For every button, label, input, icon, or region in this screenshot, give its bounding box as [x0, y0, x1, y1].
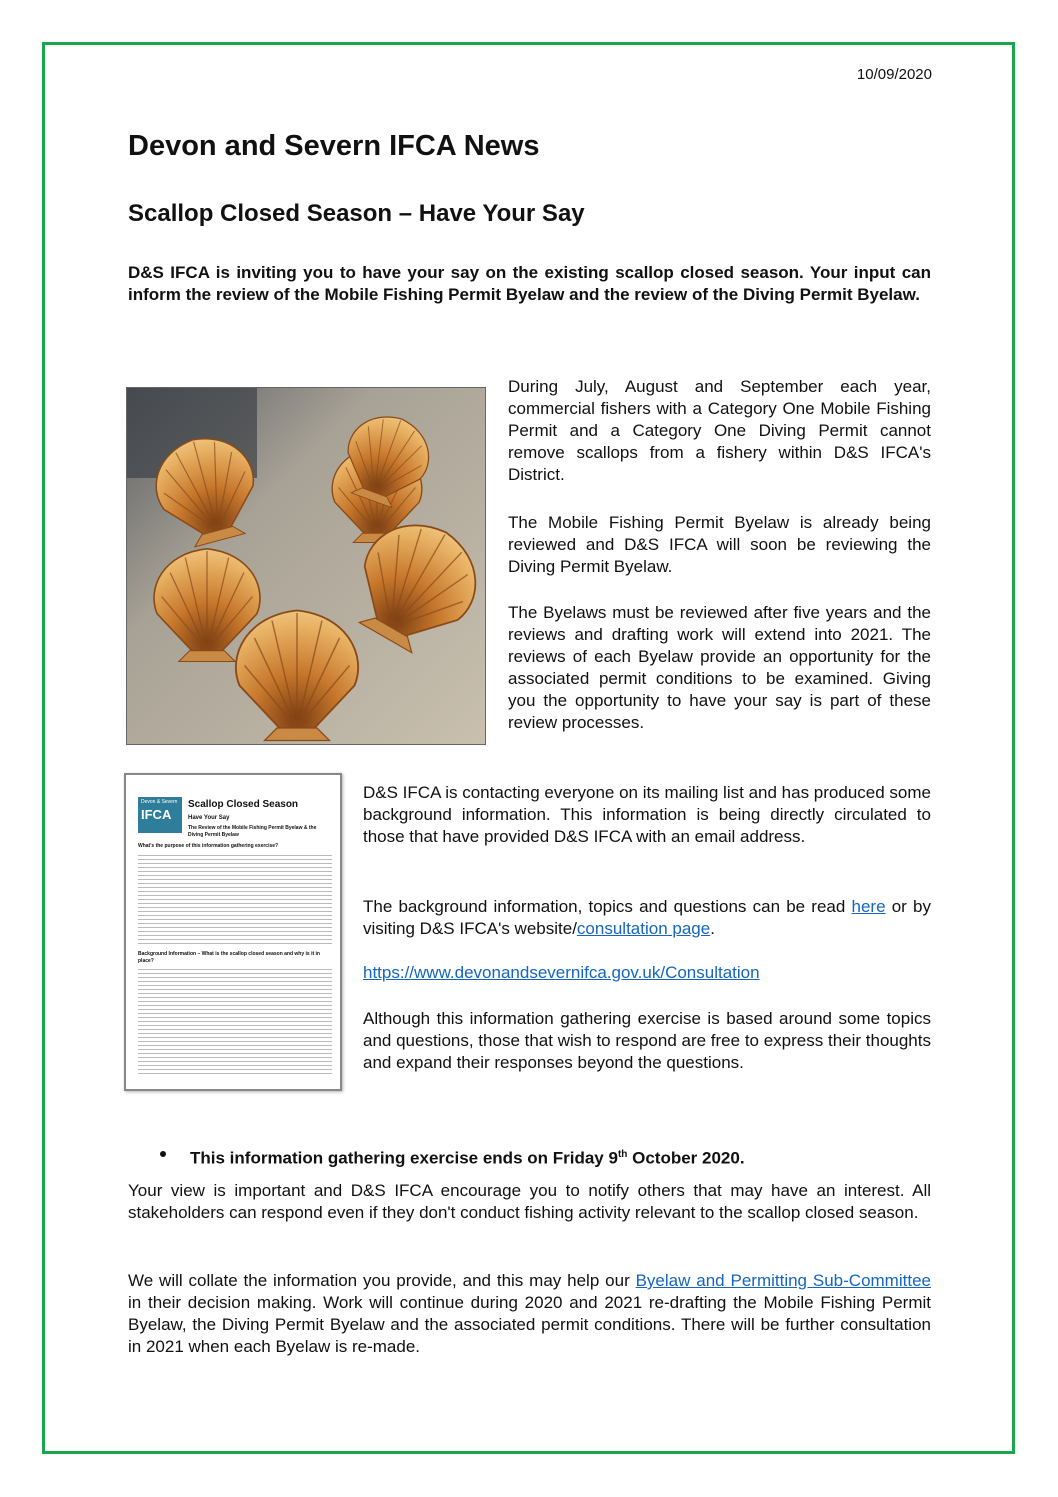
scallop-illustration — [127, 388, 486, 745]
next-steps-text-start: We will collate the information you provide, and this may help our — [128, 1271, 636, 1290]
thumb-question-1: What's the purpose of this information gathering exercise? — [138, 843, 279, 849]
background-info-text-middle: or by visiting D&S IFCA's website/ — [363, 897, 931, 938]
consultation-url-paragraph — [363, 962, 931, 984]
thumb-text-block-2 — [138, 967, 332, 1077]
logo-small-text: Devon & Severn — [141, 799, 178, 805]
thumb-heading: Scallop Closed Season — [188, 799, 299, 810]
next-steps-text-end: in their decision making. Work will continue during 2020 and 2021 re-drafting the Mobile Fishing Permit Byelaw, the Diving Permit Byelaw and the associated permit conditions. There will be further consultation in 2021 when each Byelaw is re-made. — [128, 1293, 931, 1356]
paragraph-your-view: Your view is important and D&S IFCA encourage you to notify others that may have an interest. All stakeholders can respond even if they don't conduct fishing activity relevant to the scallop closed season. — [128, 1181, 931, 1222]
scallop-photo — [126, 387, 486, 745]
consultation-document-thumbnail[interactable] — [124, 773, 342, 1091]
background-info-text-start: The background information, topics and questions can be read — [363, 897, 852, 916]
page-title: Devon and Severn IFCA News — [128, 130, 540, 162]
paragraph-next-steps — [128, 1270, 931, 1358]
thumb-subtitle: The Review of the Mobile Fishing Permit Byelaw & the Diving Permit Byelaw — [188, 825, 317, 838]
paragraph-topics: Although this information gathering exercise is based around some topics and questions, those that wish to respond are free to express their thoughts and expand their responses beyond the questions. — [363, 1009, 931, 1072]
intro-paragraph: D&S IFCA is inviting you to have your say on the existing scallop closed season. Your input can inform the review of the Mobile Fishing Permit Byelaw and the review of the Diving Permit Byelaw. — [128, 263, 931, 304]
paragraph-review-status: The Mobile Fishing Permit Byelaw is already being reviewed and D&S IFCA will soon be reviewing the Diving Permit Byelaw. — [508, 513, 931, 576]
document-date: 10/09/2020 — [856, 66, 932, 83]
consultation-url-link[interactable]: https://www.devonandsevernifca.gov.uk/Consultation — [363, 963, 760, 982]
byelaw-committee-link[interactable]: Byelaw and Permitting Sub-Committee — [635, 1271, 931, 1290]
thumb-subheading: Have Your Say — [188, 815, 230, 821]
bullet-icon — [160, 1151, 166, 1157]
paragraph-background-info — [363, 896, 931, 940]
paragraph-review-process: The Byelaws must be reviewed after five years and the reviews and drafting work will extend into 2021. The reviews of each Byelaw provide an opportunity for the associated permit conditions to be examined. Giving you the opportunity to have your say is part of these review processes. — [508, 603, 931, 732]
consultation-page-link[interactable]: consultation page — [576, 919, 711, 938]
page-border — [42, 42, 1015, 1454]
deadline-superscript: th — [617, 1149, 628, 1160]
paragraph-closed-season: During July, August and September each year, commercial fishers with a Category One Mobile Fishing Permit and a Category One Diving Permit cannot remove scallops from a fishery within D&S IFCA's District. — [508, 377, 931, 484]
article-heading: Scallop Closed Season – Have Your Say — [128, 200, 585, 227]
paragraph-contact: D&S IFCA is contacting everyone on its mailing list and has produced some background information. This information is being directly circulated to those that have provided D&S IFCA with an email address. — [363, 783, 931, 846]
ifca-logo — [138, 797, 182, 833]
thumb-question-2: Background Information – What is the scallop closed season and why is it in place? — [138, 951, 320, 964]
deadline-notice — [190, 1144, 745, 1170]
thumb-text-block-1 — [138, 853, 332, 945]
deadline-text-start: This information gathering exercise ends on Friday 9 — [190, 1148, 618, 1168]
background-info-text-end: . — [710, 919, 715, 938]
here-link[interactable]: here — [851, 897, 886, 916]
logo-text: IFCA — [141, 807, 172, 822]
deadline-text-end: October 2020. — [627, 1148, 745, 1168]
